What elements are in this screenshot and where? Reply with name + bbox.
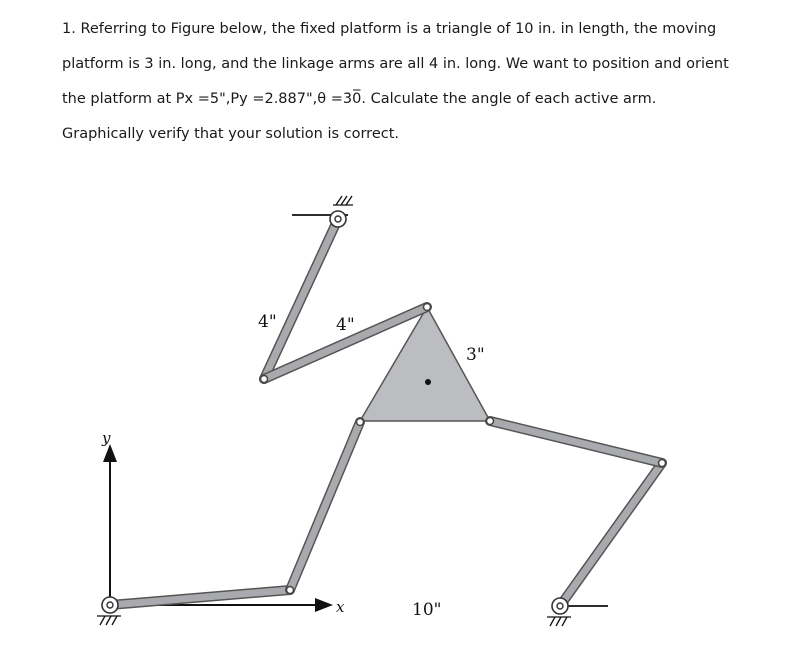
ground-pivot-right <box>547 598 608 626</box>
problem-line-1: 1. Referring to Figure below, the fixed platform is a triangle of 10 in. in length, the moving <box>62 21 717 37</box>
joint-top-elbow <box>261 376 268 383</box>
platform-center-point <box>425 379 431 385</box>
arm-length-label-2: 4" <box>336 315 355 335</box>
ground-pivot-top <box>292 196 353 227</box>
problem-line-3: the platform at Px =5",Py =2.887",θ =30̅. Calculate the angle of each active arm. <box>62 91 657 107</box>
moving-platform-length-label: 3" <box>466 345 485 365</box>
joint-top-platform <box>424 304 431 311</box>
joint-right-platform <box>487 418 494 425</box>
arm-length-label-1: 4" <box>258 312 277 332</box>
joint-right-elbow <box>659 460 666 467</box>
ground-pivot-left <box>97 597 121 625</box>
y-axis-label: y <box>102 429 111 447</box>
joint-left-platform <box>357 419 364 426</box>
joint-left-elbow <box>287 587 294 594</box>
x-axis-label: x <box>336 598 345 616</box>
problem-line-4: Graphically verify that your solution is correct. <box>62 126 400 142</box>
problem-line-2: platform is 3 in. long, and the linkage arms are all 4 in. long. We want to position and orient <box>62 56 729 72</box>
fixed-platform-length-label: 10" <box>412 600 442 620</box>
